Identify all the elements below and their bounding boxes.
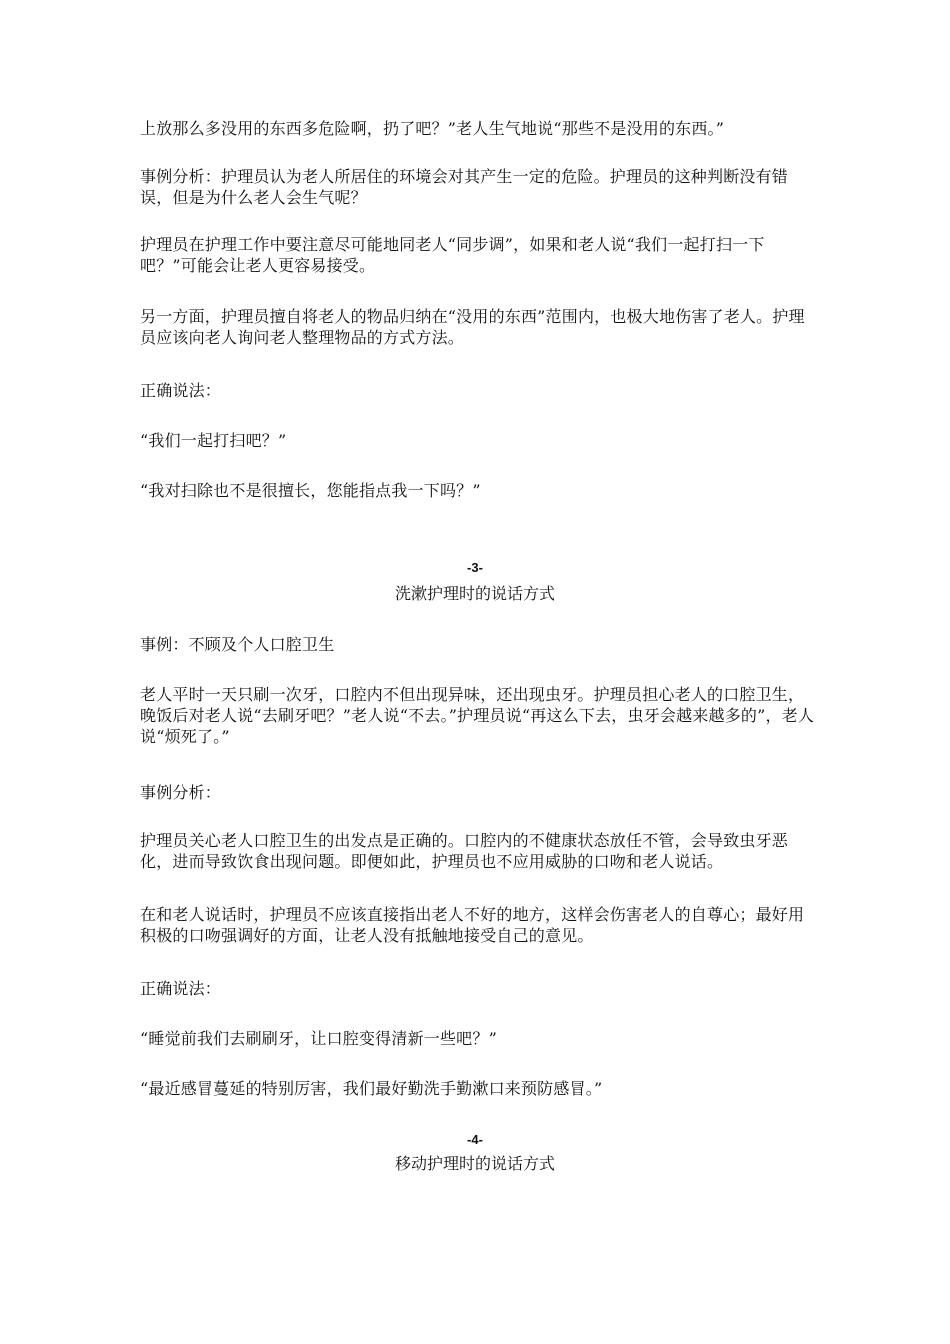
paragraph: 另一方面，护理员擅自将老人的物品归纳在“没用的东西”范围内，也极大地伤害了老人。护理员应该向老人询问老人整理物品的方式方法。 [140,307,805,347]
paragraph: 护理员在护理工作中要注意尽可能地同老人“同步调”，如果和老人说“我们一起打扫一下吧？”可能会让老人更容易接受。 [140,235,765,275]
paragraph: 正确说法： [140,381,222,400]
paragraph: 事例：不顾及个人口腔卫生 [140,635,335,654]
paragraph: 老人平时一天只刷一次牙，口腔内不但出现异味，还出现虫牙。护理员担心老人的口腔卫生，晚饭后对老人说“去刷牙吧？”老人说“不去。”护理员说“再这么下去，虫牙会越来越多的”，老人说“烦死了。” [140,685,815,746]
section-number: -3- [467,560,483,575]
section-number: -4- [467,1132,483,1147]
paragraph: “睡觉前我们去刷刷牙，让口腔变得清新一些吧？” [140,1029,497,1048]
paragraph: 上放那么多没用的东西多危险啊，扔了吧？”老人生气地说“那些不是没用的东西。” [140,119,725,138]
paragraph: 事例分析： [140,783,222,802]
paragraph: “我对扫除也不是很擅长，您能指点我一下吗？” [140,481,481,500]
section-title: 洗漱护理时的说话方式 [394,584,555,603]
paragraph: 在和老人说话时，护理员不应该直接指出老人不好的地方，这样会伤害老人的自尊心；最好用积极的口吻强调好的方面，让老人没有抵触地接受自己的意见。 [140,905,805,945]
paragraph: “我们一起打扫吧？” [140,431,287,450]
paragraph: 护理员关心老人口腔卫生的出发点是正确的。口腔内的不健康状态放任不管，会导致虫牙恶化，进而导致饮食出现问题。即便如此，护理员也不应用威胁的口吻和老人说话。 [140,831,789,871]
paragraph: 事例分析：护理员认为老人所居住的环境会对其产生一定的危险。护理员的这种判断没有错误，但是为什么老人会生气呢？ [140,167,789,207]
section-title: 移动护理时的说话方式 [394,1154,555,1173]
paragraph: “最近感冒蔓延的特别厉害，我们最好勤洗手勤漱口来预防感冒。” [140,1079,603,1098]
paragraph: 正确说法： [140,979,222,998]
